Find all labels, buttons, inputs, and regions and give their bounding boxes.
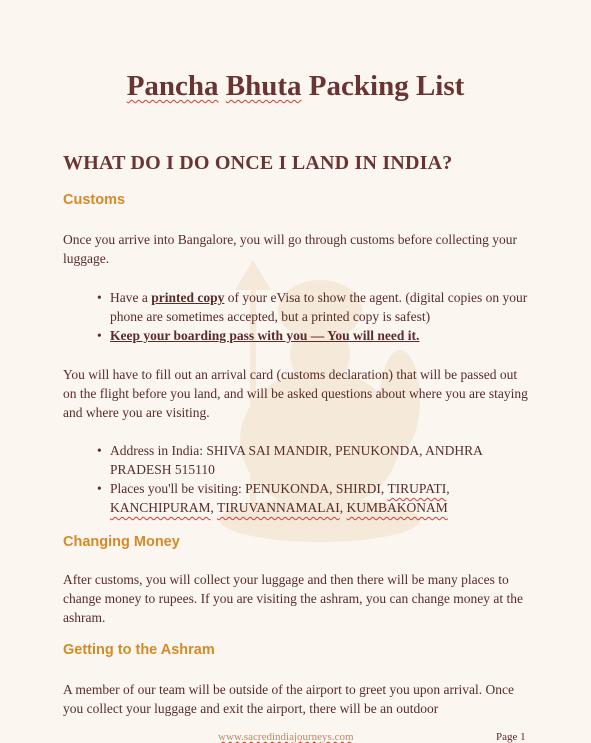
list-item <box>97 326 537 345</box>
list-item: • Have a printed copy of your eVisa to show the agent. (digital copies on your phone are sometimes accepted, but a printed copy is safest) <box>97 288 537 326</box>
ashram-heading: Getting to the Ashram <box>63 642 215 658</box>
changing-money-text: After customs, you will collect your luggage and then there will be many places to change money to rupees. If you are visiting the ashram, you can change money at the ashram. <box>63 572 523 625</box>
customs-list-1 <box>97 288 537 345</box>
footer-website-link[interactable]: www.sacredindiajourneys.com <box>218 731 354 743</box>
printed-copy-emphasis: printed copy <box>151 290 225 305</box>
changing-money-heading: Changing Money <box>63 534 180 550</box>
footer-page-number: Page 1 <box>496 731 526 743</box>
customs-intro: Once you arrive into Bangalore, you will go through customs before collecting your luggage. <box>63 232 518 266</box>
ashram-text: A member of our team will be outside of the airport to greet you upon arrival. Once you collect your luggage and exit the airport, there will be an outdoor <box>63 682 514 716</box>
customs-heading: Customs <box>63 192 126 208</box>
title-rest: Packing List <box>308 70 465 102</box>
list-item: • Address in India: SHIVA SAI MANDIR, PENUKONDA, ANDHRA PRADESH 515110 <box>97 441 537 479</box>
page-title <box>0 70 591 103</box>
title-word-pancha: Pancha <box>126 70 219 102</box>
boarding-pass-emphasis: Keep your boarding pass with you — You will need it. <box>110 328 420 343</box>
arrival-card-text: You will have to fill out an arrival card (customs declaration) that will be passed out on the flight before you land, and will be asked questions about where you are staying and where you are visiting. <box>63 367 528 420</box>
title-word-bhuta: Bhuta <box>225 70 302 102</box>
main-heading: WHAT DO I DO ONCE I LAND IN INDIA? <box>63 152 453 174</box>
customs-list-2 <box>97 441 537 517</box>
list-item: • Places you'll be visiting: PENUKONDA, SHIRDI, TIRUPATI, KANCHIPURAM, TIRUVANNAMALAI, KUMBAKONAM <box>97 479 537 517</box>
